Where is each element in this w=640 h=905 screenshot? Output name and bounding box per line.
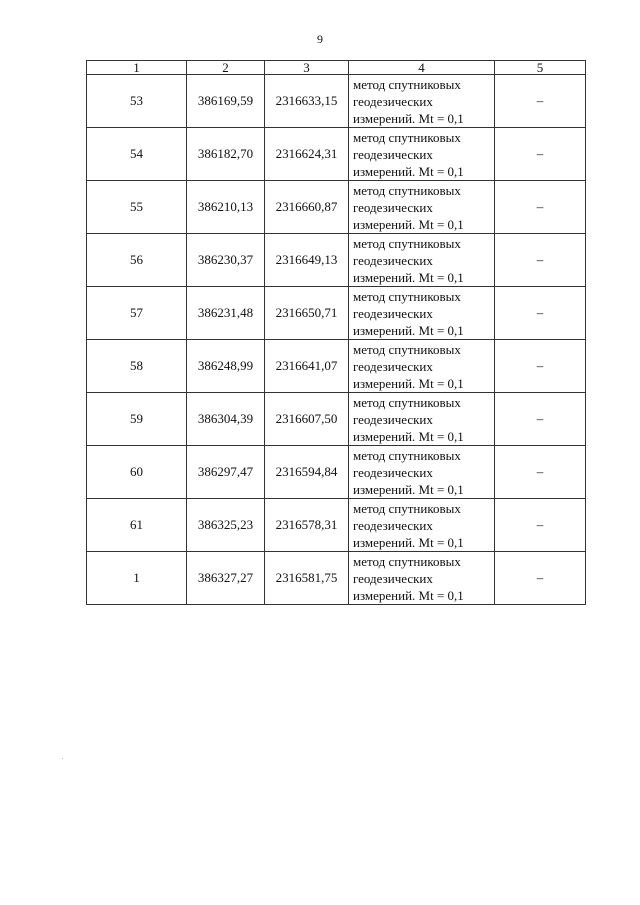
- method-line: метод спутниковых: [353, 235, 461, 251]
- scan-speck: [62, 758, 63, 759]
- table-row: [87, 340, 586, 393]
- method-line: измерений. Mt = 0,1: [353, 481, 464, 497]
- method-line: геодезических: [353, 305, 433, 321]
- point-number-cell: 1: [87, 552, 187, 605]
- y-coordinate-cell: 2316607,50: [265, 393, 349, 446]
- method-line: метод спутниковых: [353, 182, 461, 198]
- note-cell: –: [495, 287, 586, 340]
- point-number-cell: 58: [87, 340, 187, 393]
- note-cell: –: [495, 181, 586, 234]
- point-number-cell: 54: [87, 128, 187, 181]
- method-line: измерений. Mt = 0,1: [353, 587, 464, 603]
- method-cell: [349, 234, 495, 287]
- method-line: геодезических: [353, 146, 433, 162]
- method-line: измерений. Mt = 0,1: [353, 216, 464, 232]
- y-coordinate-cell: 2316633,15: [265, 75, 349, 128]
- y-coordinate-cell: 2316594,84: [265, 446, 349, 499]
- table-row: [87, 393, 586, 446]
- y-coordinate-cell: 2316650,71: [265, 287, 349, 340]
- method-cell: [349, 75, 495, 128]
- point-number-cell: 59: [87, 393, 187, 446]
- method-line: измерений. Mt = 0,1: [353, 375, 464, 391]
- method-cell: [349, 181, 495, 234]
- method-line: геодезических: [353, 93, 433, 109]
- point-number-cell: 55: [87, 181, 187, 234]
- table-header-row: [87, 61, 586, 75]
- method-line: геодезических: [353, 411, 433, 427]
- method-line: метод спутниковых: [353, 500, 461, 516]
- method-line: метод спутниковых: [353, 394, 461, 410]
- method-cell: [349, 393, 495, 446]
- table-row: [87, 287, 586, 340]
- method-line: измерений. Mt = 0,1: [353, 534, 464, 550]
- table-row: [87, 181, 586, 234]
- x-coordinate-cell: 386169,59: [187, 75, 265, 128]
- point-number-cell: 60: [87, 446, 187, 499]
- method-line: геодезических: [353, 252, 433, 268]
- method-line: метод спутниковых: [353, 129, 461, 145]
- method-line: измерений. Mt = 0,1: [353, 428, 464, 444]
- y-coordinate-cell: 2316649,13: [265, 234, 349, 287]
- method-line: метод спутниковых: [353, 76, 461, 92]
- note-cell: –: [495, 393, 586, 446]
- column-header: 4: [349, 61, 495, 75]
- method-line: метод спутниковых: [353, 447, 461, 463]
- x-coordinate-cell: 386325,23: [187, 499, 265, 552]
- column-header: 2: [187, 61, 265, 75]
- column-header: 3: [265, 61, 349, 75]
- point-number-cell: 61: [87, 499, 187, 552]
- note-cell: –: [495, 446, 586, 499]
- table-row: [87, 75, 586, 128]
- y-coordinate-cell: 2316660,87: [265, 181, 349, 234]
- note-cell: –: [495, 128, 586, 181]
- method-cell: [349, 552, 495, 605]
- x-coordinate-cell: 386304,39: [187, 393, 265, 446]
- table-row: [87, 446, 586, 499]
- table-row: [87, 552, 586, 605]
- point-number-cell: 56: [87, 234, 187, 287]
- method-line: измерений. Mt = 0,1: [353, 163, 464, 179]
- method-line: измерений. Mt = 0,1: [353, 322, 464, 338]
- x-coordinate-cell: 386297,47: [187, 446, 265, 499]
- x-coordinate-cell: 386230,37: [187, 234, 265, 287]
- note-cell: –: [495, 499, 586, 552]
- note-cell: –: [495, 75, 586, 128]
- method-line: геодезических: [353, 517, 433, 533]
- column-header: 5: [495, 61, 586, 75]
- table-row: [87, 128, 586, 181]
- x-coordinate-cell: 386327,27: [187, 552, 265, 605]
- note-cell: –: [495, 552, 586, 605]
- note-cell: –: [495, 340, 586, 393]
- method-cell: [349, 499, 495, 552]
- table-row: [87, 234, 586, 287]
- y-coordinate-cell: 2316578,31: [265, 499, 349, 552]
- coordinates-table: [86, 60, 586, 605]
- x-coordinate-cell: 386231,48: [187, 287, 265, 340]
- page-number: 9: [317, 32, 323, 46]
- x-coordinate-cell: 386182,70: [187, 128, 265, 181]
- point-number-cell: 53: [87, 75, 187, 128]
- x-coordinate-cell: 386210,13: [187, 181, 265, 234]
- method-line: метод спутниковых: [353, 341, 461, 357]
- method-cell: [349, 446, 495, 499]
- method-cell: [349, 128, 495, 181]
- column-header: 1: [87, 61, 187, 75]
- method-line: метод спутниковых: [353, 288, 461, 304]
- method-line: геодезических: [353, 570, 433, 586]
- table-row: [87, 499, 586, 552]
- y-coordinate-cell: 2316641,07: [265, 340, 349, 393]
- method-cell: [349, 287, 495, 340]
- method-line: метод спутниковых: [353, 553, 461, 569]
- y-coordinate-cell: 2316581,75: [265, 552, 349, 605]
- x-coordinate-cell: 386248,99: [187, 340, 265, 393]
- point-number-cell: 57: [87, 287, 187, 340]
- method-line: геодезических: [353, 464, 433, 480]
- method-line: измерений. Mt = 0,1: [353, 110, 464, 126]
- method-line: измерений. Mt = 0,1: [353, 269, 464, 285]
- method-line: геодезических: [353, 199, 433, 215]
- y-coordinate-cell: 2316624,31: [265, 128, 349, 181]
- note-cell: –: [495, 234, 586, 287]
- method-line: геодезических: [353, 358, 433, 374]
- method-cell: [349, 340, 495, 393]
